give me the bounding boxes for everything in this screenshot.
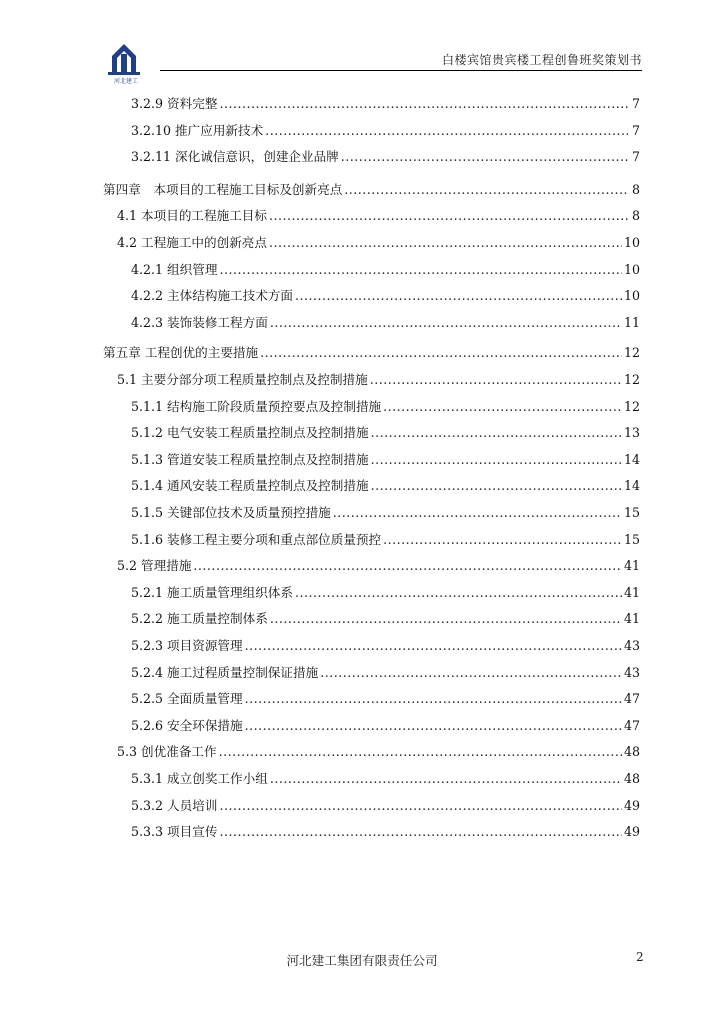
- toc-leader-dots: [370, 372, 622, 388]
- toc-entry-title: 3.2.9 资料完整: [131, 96, 218, 111]
- toc-entry-page: 14: [623, 452, 640, 467]
- toc-leader-dots: [371, 452, 622, 468]
- toc-entry-page: 49: [623, 798, 640, 813]
- toc-entry-title: 5.1.1 结构施工阶段质量预控要点及控制措施: [131, 399, 382, 414]
- toc-entry[interactable]: [131, 452, 640, 468]
- toc-entry-page: 7: [631, 149, 640, 164]
- toc-entry-title: 5.1.4 通风安装工程质量控制点及控制措施: [131, 478, 369, 493]
- toc-entry-page: 14: [623, 478, 640, 493]
- toc-entry-title: 5.2.4 施工过程质量控制保证措施: [131, 665, 319, 680]
- footer-company: 河北建工集团有限责任公司: [286, 953, 438, 968]
- toc-entry-title: 5.3.2 人员培训: [131, 798, 218, 813]
- toc-leader-dots: [383, 532, 622, 548]
- toc-entry-page: 47: [623, 718, 640, 733]
- toc-entry-page: 48: [623, 771, 640, 786]
- toc-leader-dots: [245, 638, 622, 654]
- toc-entry-title: 5.2.3 项目资源管理: [131, 638, 243, 653]
- toc-entry-page: 41: [623, 558, 640, 573]
- toc-entry-page: 12: [623, 399, 640, 414]
- toc-entry-page: 13: [623, 425, 640, 440]
- toc-entry-title: 5.1 主要分部分项工程质量控制点及控制措施: [117, 372, 368, 387]
- toc-leader-dots: [265, 123, 628, 139]
- toc-entry-title: 5.2 管理措施: [117, 558, 192, 573]
- toc-entry-page: 12: [623, 345, 640, 360]
- toc-leader-dots: [333, 505, 622, 521]
- toc-leader-dots: [245, 718, 622, 734]
- toc-entry-title: 第五章 工程创优的主要措施: [103, 345, 259, 360]
- toc-leader-dots: [341, 149, 628, 165]
- toc-entry-page: 15: [623, 505, 640, 520]
- toc-entry-title: 5.2.1 施工质量管理组织体系: [131, 585, 293, 600]
- toc-entry[interactable]: [131, 425, 640, 441]
- toc-entry[interactable]: [131, 585, 640, 601]
- toc-entry[interactable]: [117, 235, 640, 251]
- toc-entry-page: 11: [623, 315, 640, 330]
- company-logo: [104, 42, 144, 78]
- toc-leader-dots: [219, 96, 628, 112]
- toc-entry[interactable]: [103, 182, 640, 198]
- toc-entry[interactable]: [131, 665, 640, 681]
- toc-entry[interactable]: [117, 372, 640, 388]
- toc-leader-dots: [371, 478, 622, 494]
- toc-leader-dots: [270, 611, 622, 627]
- toc-entry-title: 3.2.11 深化诚信意识，创建企业品牌: [131, 149, 339, 164]
- toc-entry-title: 3.2.10 推广应用新技术: [131, 123, 264, 138]
- toc-entry-page: 15: [623, 532, 640, 547]
- toc-entry-page: 8: [631, 208, 640, 223]
- toc-entry[interactable]: [131, 505, 640, 521]
- toc-entry[interactable]: [117, 558, 640, 574]
- toc-leader-dots: [270, 315, 622, 331]
- toc-entry[interactable]: [131, 798, 640, 814]
- toc-entry[interactable]: [131, 611, 640, 627]
- toc-entry[interactable]: [117, 744, 640, 760]
- toc-entry[interactable]: [131, 638, 640, 654]
- toc-entry-page: 41: [623, 611, 640, 626]
- toc-entry[interactable]: [131, 824, 640, 840]
- toc-entry-title: 5.2.6 安全环保措施: [131, 718, 243, 733]
- header-divider: [160, 70, 642, 71]
- toc-entry-title: 4.2.2 主体结构施工技术方面: [131, 288, 293, 303]
- toc-entry[interactable]: [117, 208, 640, 224]
- toc-entry-title: 5.1.5 关键部位技术及质量预控措施: [131, 505, 331, 520]
- toc-leader-dots: [383, 399, 622, 415]
- logo-text: 河北建工: [113, 78, 138, 85]
- toc-entry[interactable]: [131, 149, 640, 165]
- toc-entry-page: 8: [631, 182, 640, 197]
- toc-entry-title: 5.2.5 全面质量管理: [131, 691, 243, 706]
- toc-entry[interactable]: [131, 123, 640, 139]
- toc-entry-title: 5.1.2 电气安装工程质量控制点及控制措施: [131, 425, 369, 440]
- toc-entry-page: 10: [623, 288, 640, 303]
- toc-entry-page: 41: [623, 585, 640, 600]
- toc-entry[interactable]: [131, 478, 640, 494]
- toc-entry-page: 10: [623, 235, 640, 250]
- toc-entry-page: 7: [631, 123, 640, 138]
- toc-entry-title: 5.2.2 施工质量控制体系: [131, 611, 268, 626]
- toc-entry[interactable]: [131, 315, 640, 331]
- toc-leader-dots: [269, 235, 622, 251]
- toc-entry[interactable]: [131, 399, 640, 415]
- toc-entry-title: 4.2 工程施工中的创新亮点: [117, 235, 267, 250]
- toc-entry-page: 47: [623, 691, 640, 706]
- toc-entry[interactable]: [131, 691, 640, 707]
- toc-leader-dots: [269, 208, 628, 224]
- toc-leader-dots: [260, 345, 622, 361]
- toc-entry[interactable]: [131, 532, 640, 548]
- page-header: [0, 0, 724, 85]
- toc-leader-dots: [320, 665, 622, 681]
- toc-entry-page: 43: [623, 665, 640, 680]
- toc-entry-title: 4.2.1 组织管理: [131, 262, 218, 277]
- toc-entry-page: 43: [623, 638, 640, 653]
- toc-entry-title: 5.1.6 装修工程主要分项和重点部位质量预控: [131, 532, 382, 547]
- toc-entry[interactable]: [131, 771, 640, 787]
- document-title: 白楼宾馆贵宾楼工程创鲁班奖策划书: [441, 53, 642, 67]
- toc-leader-dots: [219, 798, 622, 814]
- toc-entry-page: 48: [623, 744, 640, 759]
- toc-entry[interactable]: [131, 288, 640, 304]
- toc-entry-title: 5.3 创优准备工作: [117, 744, 217, 759]
- toc-entry-title: 4.2.3 装饰装修工程方面: [131, 315, 268, 330]
- toc-leader-dots: [193, 558, 622, 574]
- toc-leader-dots: [270, 771, 622, 787]
- toc-entry-title: 5.3.1 成立创奖工作小组: [131, 771, 268, 786]
- footer-page-number: 2: [636, 950, 644, 964]
- toc-leader-dots: [219, 744, 622, 760]
- toc-entry-title: 5.3.3 项目宣传: [131, 824, 218, 839]
- toc-leader-dots: [245, 691, 622, 707]
- toc-entry-page: 49: [623, 824, 640, 839]
- toc-entry[interactable]: [131, 262, 640, 278]
- toc-entry-page: 7: [631, 96, 640, 111]
- toc-leader-dots: [295, 288, 622, 304]
- toc-entry-title: 4.1 本项目的工程施工目标: [117, 208, 267, 223]
- toc-entry-title: 第四章 本项目的工程施工目标及创新亮点: [103, 182, 343, 197]
- toc-leader-dots: [295, 585, 622, 601]
- toc-leader-dots: [371, 425, 622, 441]
- toc-entry-page: 12: [623, 372, 640, 387]
- toc-entry[interactable]: [131, 96, 640, 112]
- toc-entry[interactable]: [103, 345, 640, 361]
- toc-entry[interactable]: [131, 718, 640, 734]
- toc-leader-dots: [219, 824, 622, 840]
- toc-entry-title: 5.1.3 管道安装工程质量控制点及控制措施: [131, 452, 369, 467]
- toc-leader-dots: [344, 182, 628, 198]
- toc-leader-dots: [219, 262, 622, 278]
- toc-entry-page: 10: [623, 262, 640, 277]
